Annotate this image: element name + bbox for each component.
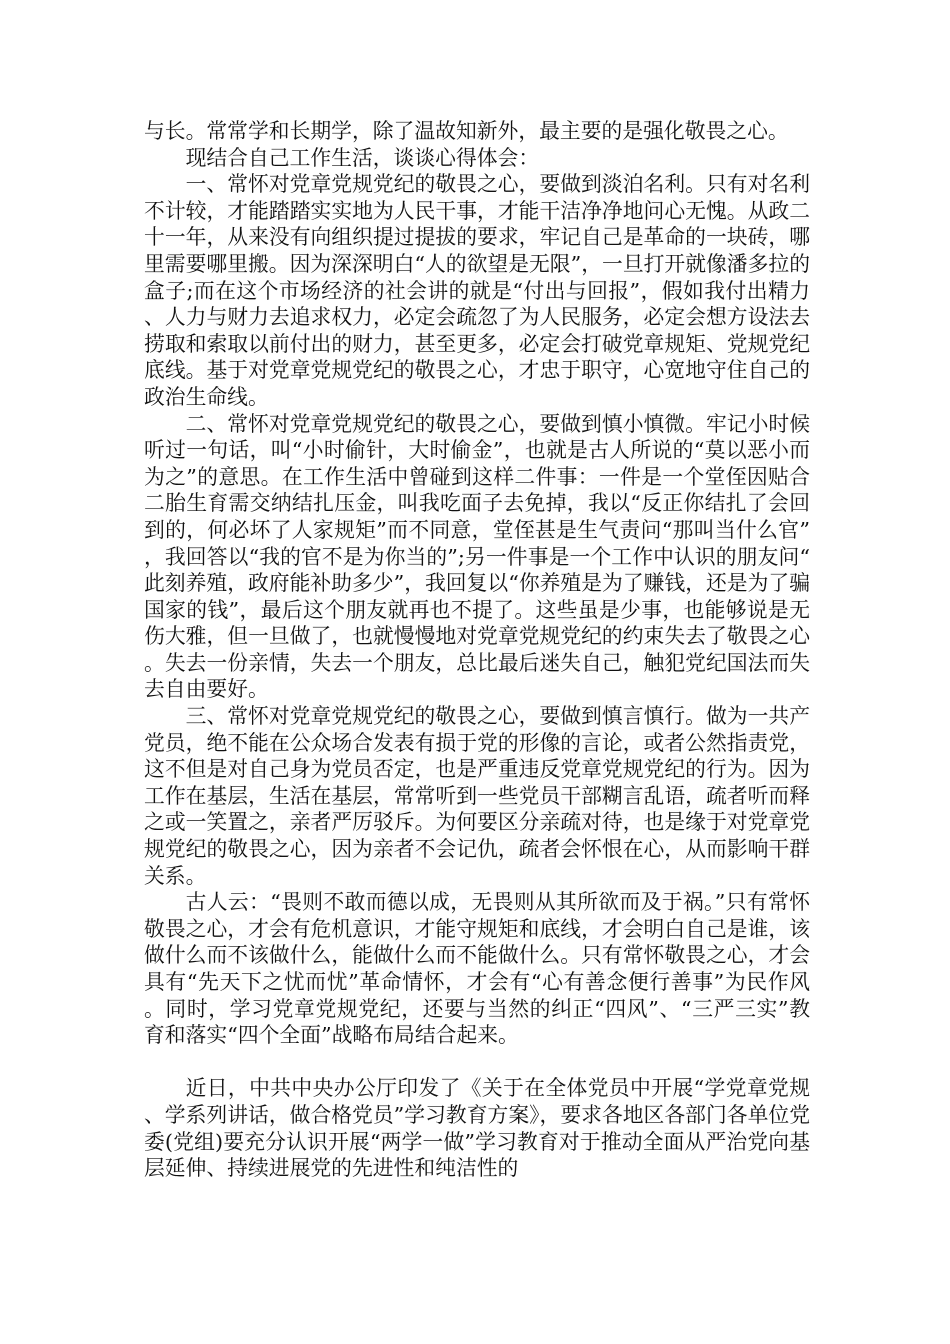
paragraph-continuation: 与长。常常学和长期学，除了温故知新外，最主要的是强化敬畏之心。: [144, 119, 789, 143]
paragraph-gap: [144, 1049, 810, 1076]
document-body: [144, 118, 810, 1182]
paragraph-point-two: 二、常怀对党章党规党纪的敬畏之心，要做到慎小慎微。牢记小时候听过一句话，叫“小时偷针，大时偷金”，也就是古人所说的“莫以恶小而为之”的意思。在工作生活中曾碰到这样二件事：一件是一个堂侄因贴合二胎生育需交纳结扎压金，叫我吃面子去免掉，我以“反正你结扎了会回到的，何必坏了人家规矩”而不同意，堂侄甚是生气责问“那叫当什么官”，我回答以“我的官不是为你当的”;另一件事是一个工作中认识的朋友问“此刻养殖，政府能补助多少”，我回复以“你养殖是为了赚钱，还是为了骗国家的钱”，最后这个朋友就再也不提了。这些虽是少事，也能够说是无伤大雅，但一旦做了，也就慢慢地对党章党规党纪的约束失去了敬畏之心。失去一份亲情，失去一个朋友，总比最后迷失自己，触犯党纪国法而失去自由要好。: [144, 411, 810, 702]
paragraph-conclusion: 古人云：“畏则不敢而德以成，无畏则从其所欲而及于祸。”只有常怀敬畏之心，才会有危机意识，才能守规矩和底线，才会明白自己是谁，该做什么而不该做什么，能做什么而不能做什么。只有常怀敬畏之心，才会具有“先天下之忧而忧”革命情怀，才会有“心有善念便行善事”为民作风。同时，学习党章党规党纪，还要与当然的纠正“四风”、“三严三实”教育和落实“四个全面”战略布局结合起来。: [144, 890, 810, 1048]
paragraph-intro: 现结合自己工作生活，谈谈心得体会：: [185, 145, 540, 170]
paragraph-new-section: 近日，中共中央办公厅印发了《关于在全体党员中开展“学党章党规、学系列讲话，做合格党员”学习教育方案》，要求各地区各部门各单位党委(党组)要充分认识开展“两学一做”学习教育对于推动全面从严治党向基层延伸、持续进展党的先进性和纯洁性的: [144, 1076, 810, 1181]
paragraph-point-one: 一、常怀对党章党规党纪的敬畏之心，要做到淡泊名利。只有对名利不计较，才能踏踏实实地为人民干事，才能干洁净净地问心无愧。从政二十一年，从来没有向组织提过提拔的要求，牢记自己是革命的一块砖，哪里需要哪里搬。因为深深明白“人的欲望是无限”，一旦打开就像潘多拉的盒子;而在这个市场经济的社会讲的就是“付出与回报”，假如我付出精力、人力与财力去追求权力，必定会疏忽了为人民服务，必定会想方设法去捞取和索取以前付出的财力，甚至更多，必定会打破党章规矩、党规党纪底线。基于对党章党规党纪的敬畏之心，才忠于职守，心宽地守住自己的政治生命线。: [144, 172, 810, 409]
paragraph-point-three: 三、常怀对党章党规党纪的敬畏之心，要做到慎言慎行。做为一共产党员，绝不能在公众场合发表有损于党的形像的言论，或者公然指责党，这不但是对自己身为党员否定，也是严重违反党章党规党纪的行为。因为工作在基层，生活在基层，常常听到一些党员干部糊言乱语，疏者听而释之或一笑置之，亲者严厉驳斥。为何要区分亲疏对待，也是缘于对党章党规党纪的敬畏之心，因为亲者不会记仇，疏者会怀恨在心，从而影响干群关系。: [144, 704, 810, 888]
